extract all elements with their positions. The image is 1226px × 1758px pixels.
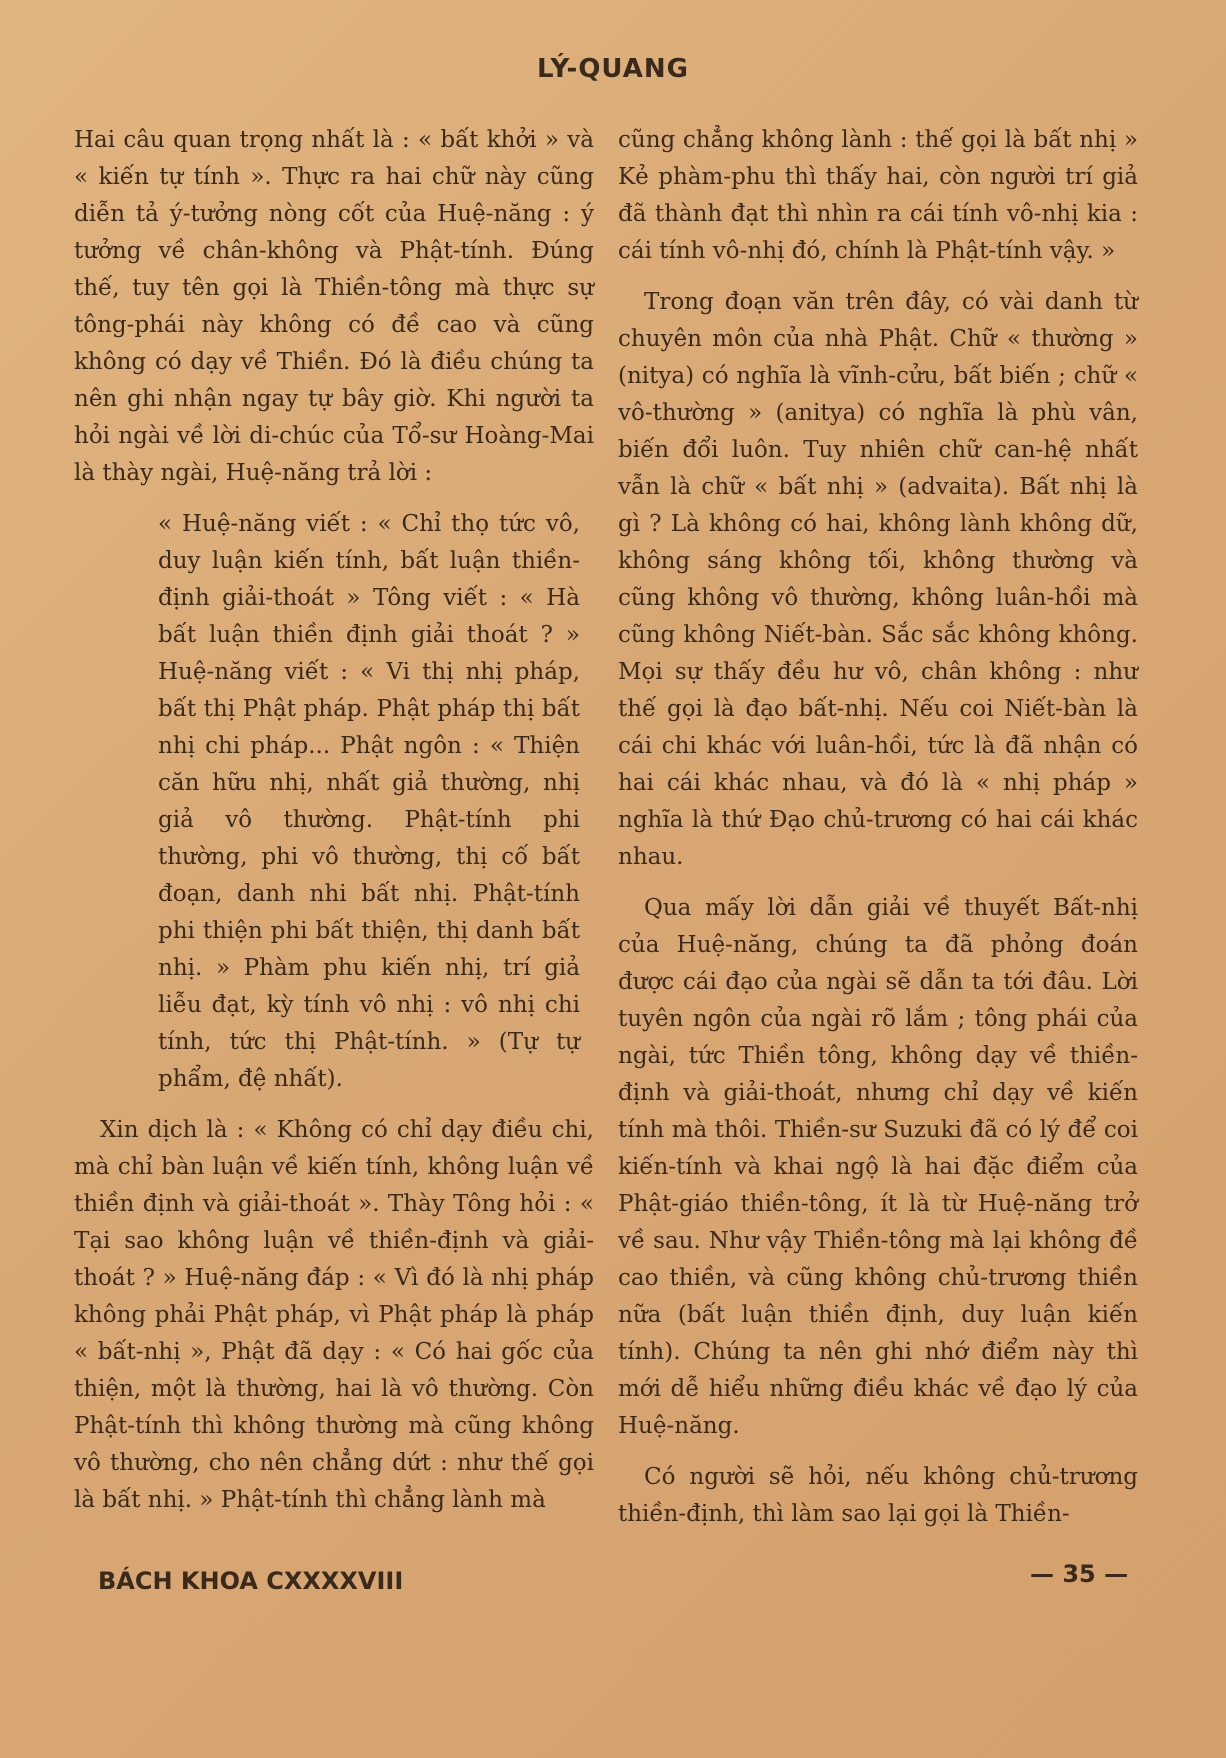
paragraph: Xin dịch là : « Không có chỉ dạy điều chi, mà chỉ bàn luận về kiến tính, không luận về thiền định và giải-thoát ». Thày Tông hỏi : « Tại sao không luận về thiền-định và giải-thoát ? » Huệ-năng đáp : « Vì đó là nhị pháp không phải Phật pháp, vì Phật pháp là pháp « bất-nhị », Phật đã dạy : « Có hai gốc của thiện, một là thường, hai là vô thường. Còn Phật-tính thì không thường mà cũng không vô thường, cho nên chẳng dứt : như thế gọi là bất nhị. » Phật-tính thì chẳng lành mà [74,1117,594,1513]
paragraph: Hai câu quan trọng nhất là : « bất khởi » và « kiến tự tính ». Thực ra hai chữ này cũng diễn tả ý-tưởng nòng cốt của Huệ-năng : ý tưởng về chân-không và Phật-tính. Đúng thế, tuy tên gọi là Thiền-tông mà thực sự tông-phái này không có đề cao và cũng không có dạy về Thiền. Đó là điều chúng ta nên ghi nhận ngay tự bây giờ. Khi người ta hỏi ngài về lời di-chúc của Tổ-sư Hoàng-Mai là thày ngài, Huệ-năng trả lời : [74,127,594,486]
page-number: — 35 — [1030,1560,1129,1588]
paragraph: Trong đoạn văn trên đây, có vài danh từ chuyên môn của nhà Phật. Chữ « thường » (nitya) có nghĩa là vĩnh-cửu, bất biến ; chữ « vô-thường » (anitya) có nghĩa là phù vân, biến đổi luôn. Tuy nhiên chữ can-hệ nhất vẫn là chữ « bất nhị » (advaita). Bất nhị là gì ? Là không có hai, không lành không dữ, không sáng không tối, không thường và cũng không vô thường, không luân-hồi mà cũng không Niết-bàn. Sắc sắc không không. Mọi sự thấy đều hư vô, chân không : như thế gọi là đạo bất-nhị. Nếu coi Niết-bàn là cái chi khác với luân-hồi, tức là đã nhận có hai cái khác nhau, và đó là « nhị pháp » nghĩa là thứ Đạo chủ-trương có hai cái khác nhau. [618,289,1138,870]
right-column [618,122,1138,1547]
quote-block: « Huệ-năng viết : « Chỉ thọ tức vô, duy luận kiến tính, bất luận thiền-định giải-thoát » Tông viết : « Hà bất luận thiền định giải thoát ? » Huệ-năng viết : « Vi thị nhị pháp, bất thị Phật pháp. Phật pháp thị bất nhị chi pháp... Phật ngôn : « Thiện căn hữu nhị, nhất giả thường, nhị giả vô thường. Phật-tính phi thường, phi vô thường, thị cố bất đoạn, danh nhi bất nhị. Phật-tính phi thiện phi bất thiện, thị danh bất nhị. » Phàm phu kiến nhị, trí giả liễu đạt, kỳ tính vô nhị : vô nhị chi tính, tức thị Phật-tính. » (Tự tự phẩm, đệ nhất). [158,511,580,1092]
paragraph: cũng chẳng không lành : thế gọi là bất nhị » Kẻ phàm-phu thì thấy hai, còn người trí giả đã thành đạt thì nhìn ra cái tính vô-nhị kia : cái tính vô-nhị đó, chính là Phật-tính vậy. » [618,127,1138,264]
paragraph: Qua mấy lời dẫn giải về thuyết Bất-nhị của Huệ-năng, chúng ta đã phỏng đoán được cái đạo của ngài sẽ dẫn ta tới đâu. Lời tuyên ngôn của ngài rõ lắm ; tông phái của ngài, tức Thiền tông, không dạy về thiền-định và giải-thoát, nhưng chỉ dạy về kiến tính mà thôi. Thiền-sư Suzuki đã có lý để coi kiến-tính và khai ngộ là hai đặc điểm của Phật-giáo thiền-tông, ít là từ Huệ-năng trở về sau. Như vậy Thiền-tông mà lại không đề cao thiền, và cũng không chủ-trương thiền nữa (bất luận thiền định, duy luận kiến tính). Chúng ta nên ghi nhớ điểm này thì mới dễ hiểu những điều khác về đạo lý của Huệ-năng. [618,895,1138,1439]
left-column [74,122,594,1533]
publication-name: BÁCH KHOA CXXXXVIII [98,1567,404,1595]
paragraph: Có người sẽ hỏi, nếu không chủ-trương thiền-định, thì làm sao lại gọi là Thiền- [618,1464,1138,1527]
page-header: LÝ-QUANG [537,54,689,84]
